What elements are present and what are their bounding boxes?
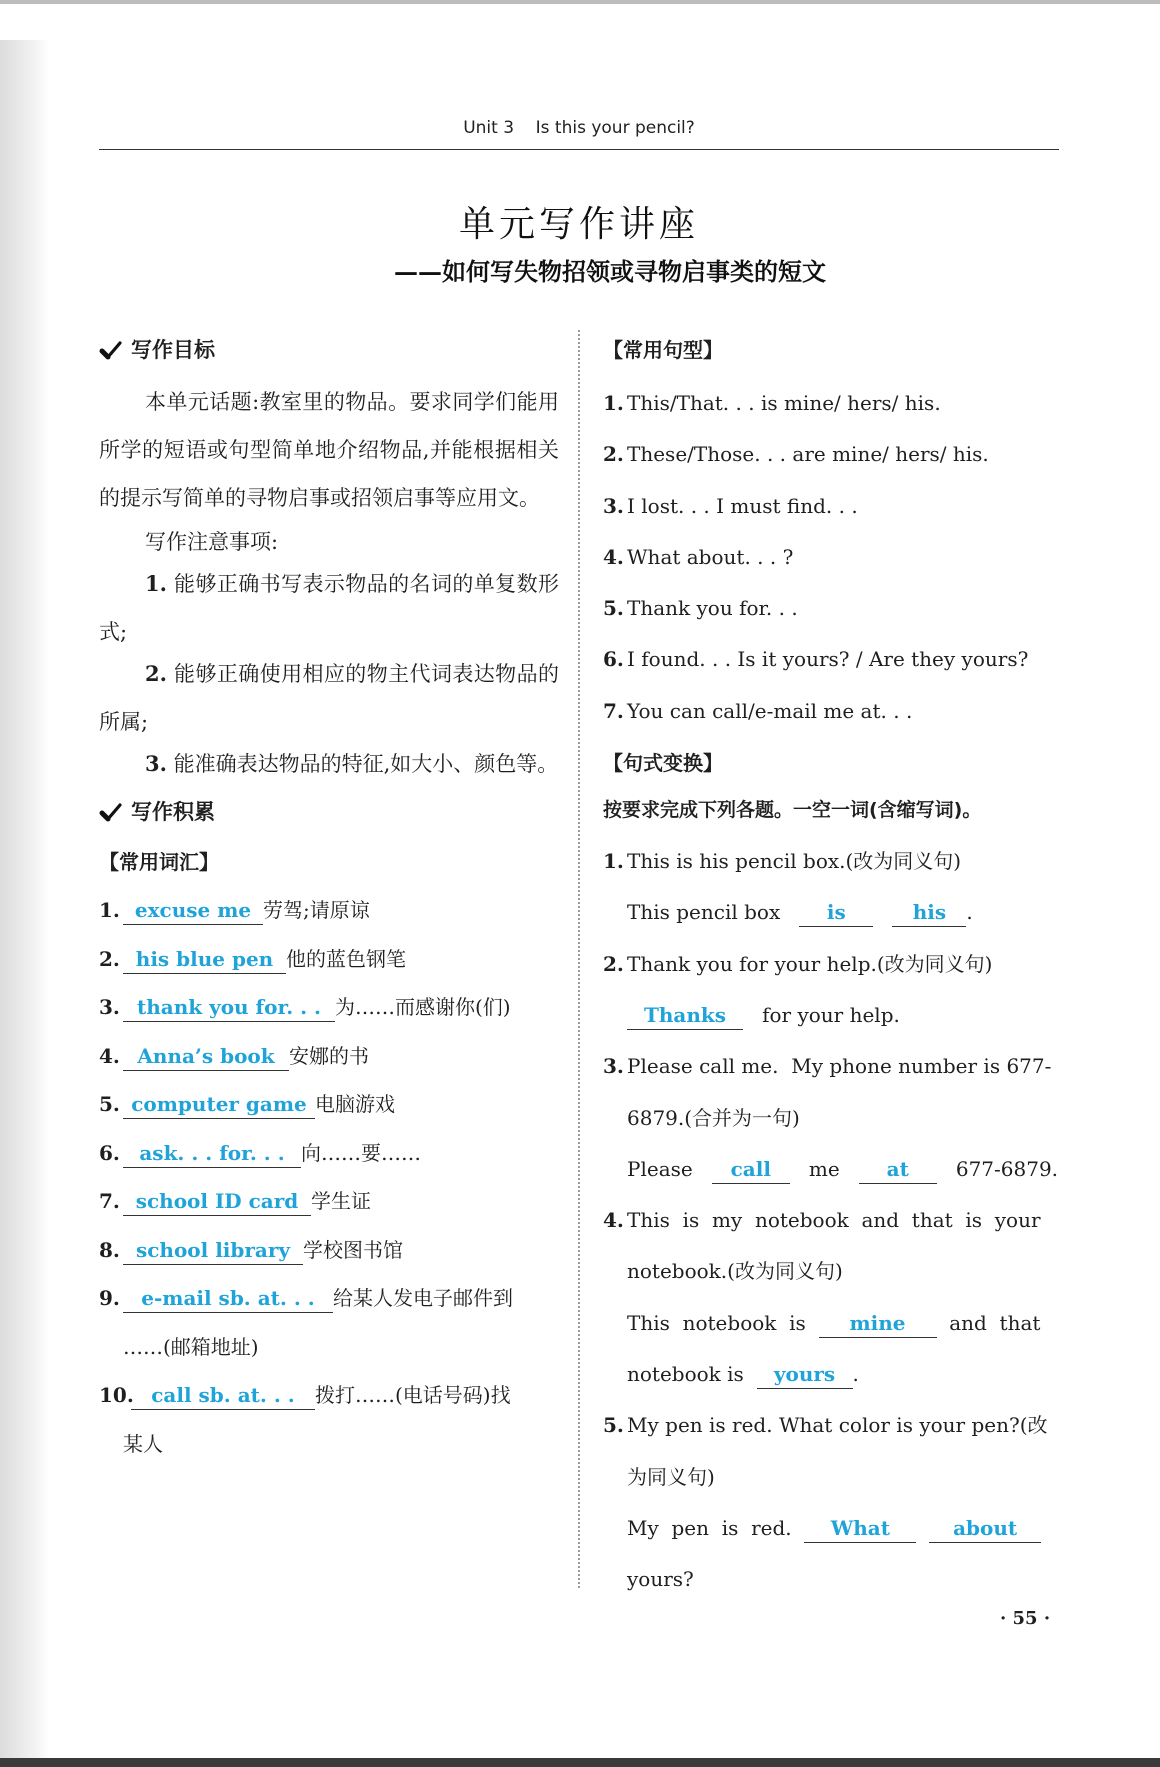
bottom-border xyxy=(0,1758,1160,1767)
goal-paragraph: 本单元话题:教室里的物品。要求同学们能用所学的短语或句型简单地介绍物品,并能根据相关的提示写简单的寻物启事或招领启事等应用文。 xyxy=(99,390,559,510)
question-4: 4. This is my notebook and that is your xyxy=(603,1208,1041,1233)
patterns-heading: 【常用句型】 xyxy=(603,338,723,362)
vocab-item: 9. e-mail sb. at. . . 给某人发电子邮件到 xyxy=(99,1274,559,1323)
question-1: 1. This is his pencil box.(改为同义句) xyxy=(603,849,962,874)
answer-blank: is xyxy=(799,898,873,927)
note-item: 1. 能够正确书写表示物品的名词的单复数形式; xyxy=(99,571,559,644)
answer-blank: thank you for. . . xyxy=(123,993,335,1022)
left-column xyxy=(99,330,559,1468)
vocab-item: 2. his blue pen 他的蓝色钢笔 xyxy=(99,935,559,984)
answer-blank: about xyxy=(929,1514,1041,1543)
vocab-item: 10. call sb. at. . . 拨打……(电话号码)找 xyxy=(99,1371,559,1420)
answer-blank: Thanks xyxy=(627,1001,743,1030)
answer-blank: call sb. at. . . xyxy=(131,1381,315,1410)
top-border xyxy=(0,0,1160,4)
answer-blank: call xyxy=(712,1155,790,1184)
patterns-list xyxy=(603,378,1063,737)
question-5-answer: My pen is red. What about xyxy=(603,1503,1063,1554)
vocab-item: 3. thank you for. . . 为……而感谢你(们) xyxy=(99,983,559,1032)
answer-blank: school library xyxy=(123,1236,303,1265)
question-3: 3. Please call me. My phone number is 677- xyxy=(603,1054,1052,1079)
vocab-item-continuation: 某人 xyxy=(123,1431,163,1456)
answer-blank: e-mail sb. at. . . xyxy=(123,1284,333,1313)
pattern-item: 3. I lost. . . I must find. . . xyxy=(603,493,858,518)
task-instruction: 按要求完成下列各题。一空一词(含缩写词)。 xyxy=(603,799,982,822)
question-5-answer-2: yours? xyxy=(627,1567,694,1592)
note-item: 3. 能准确表达物品的特征,如大小、颜色等。 xyxy=(145,751,559,776)
question-4-cont: notebook.(改为同义句) xyxy=(627,1259,843,1284)
question-5-cont: 为同义句) xyxy=(627,1464,715,1489)
vocab-item: 4. Anna’s book 安娜的书 xyxy=(99,1032,559,1081)
vocab-item: 8. school library 学校图书馆 xyxy=(99,1226,559,1275)
checkmark-icon xyxy=(99,338,123,362)
page-edge-shadow xyxy=(0,40,50,1758)
vocab-list xyxy=(99,886,559,1468)
note-item: 2. 能够正确使用相应的物主代词表达物品的所属; xyxy=(99,661,559,734)
vocab-item: 1. excuse me 劳驾;请原谅 xyxy=(99,886,559,935)
header-rule xyxy=(99,149,1059,150)
vocab-item: 5. computer game 电脑游戏 xyxy=(99,1080,559,1129)
right-column xyxy=(603,328,1063,1606)
pattern-item: 7. You can call/e-mail me at. . . xyxy=(603,698,913,723)
answer-blank: excuse me xyxy=(123,896,263,925)
answer-blank: his xyxy=(892,898,966,927)
answer-blank: at xyxy=(859,1155,937,1184)
transform-heading: 【句式变换】 xyxy=(603,751,723,776)
page-number: · 55 · xyxy=(1000,1608,1051,1629)
page-title: 单元写作讲座 xyxy=(458,204,699,245)
question-1-answer: This pencil box is his . xyxy=(603,887,1063,938)
checkmark-icon xyxy=(99,800,123,824)
pattern-item: 5. Thank you for. . . xyxy=(603,596,798,621)
answer-blank: computer game xyxy=(123,1090,315,1119)
question-2-answer: Thanks for your help. xyxy=(603,990,1063,1041)
answer-blank: What xyxy=(804,1514,916,1543)
vocab-item: 6. ask. . . for. . . 向……要…… xyxy=(99,1129,559,1178)
pattern-item: 1. This/That. . . is mine/ hers/ his. xyxy=(603,391,941,415)
answer-blank: school ID card xyxy=(123,1187,311,1216)
vocab-item-continuation: ……(邮箱地址) xyxy=(123,1334,259,1359)
answer-blank: Anna’s book xyxy=(123,1042,289,1071)
question-3-cont: 6879.(合并为一句) xyxy=(627,1105,800,1130)
pattern-item: 4. What about. . . ? xyxy=(603,544,794,569)
answer-blank: ask. . . for. . . xyxy=(123,1139,301,1168)
answer-blank: yours xyxy=(757,1360,853,1389)
vocab-heading: 【常用词汇】 xyxy=(99,850,219,874)
answer-blank: mine xyxy=(819,1309,937,1338)
vocab-item: 7. school ID card 学生证 xyxy=(99,1177,559,1226)
question-5: 5. My pen is red. What color is your pen?(改 xyxy=(603,1413,1048,1438)
question-4-answer: This notebook is mine and that xyxy=(603,1298,1063,1349)
running-header: Unit 3 Is this your pencil? xyxy=(463,118,695,138)
pattern-item: 2. These/Those. . . are mine/ hers/ his. xyxy=(603,442,989,467)
page-subtitle: ——如何写失物招领或寻物启事类的短文 xyxy=(394,257,826,286)
accumulation-section-heading: 写作积累 xyxy=(99,792,559,832)
question-3-answer: Please call me at 677-6879. xyxy=(603,1144,1063,1195)
question-2: 2. Thank you for your help.(改为同义句) xyxy=(603,951,993,976)
question-4-answer-2: notebook is yours . xyxy=(603,1349,1063,1400)
notes-heading: 写作注意事项: xyxy=(145,530,279,554)
goal-section-heading: 写作目标 xyxy=(99,330,559,370)
pattern-item: 6. I found. . . Is it yours? / Are they yours? xyxy=(603,647,1029,672)
column-divider xyxy=(578,330,580,1588)
answer-blank: his blue pen xyxy=(123,945,286,974)
